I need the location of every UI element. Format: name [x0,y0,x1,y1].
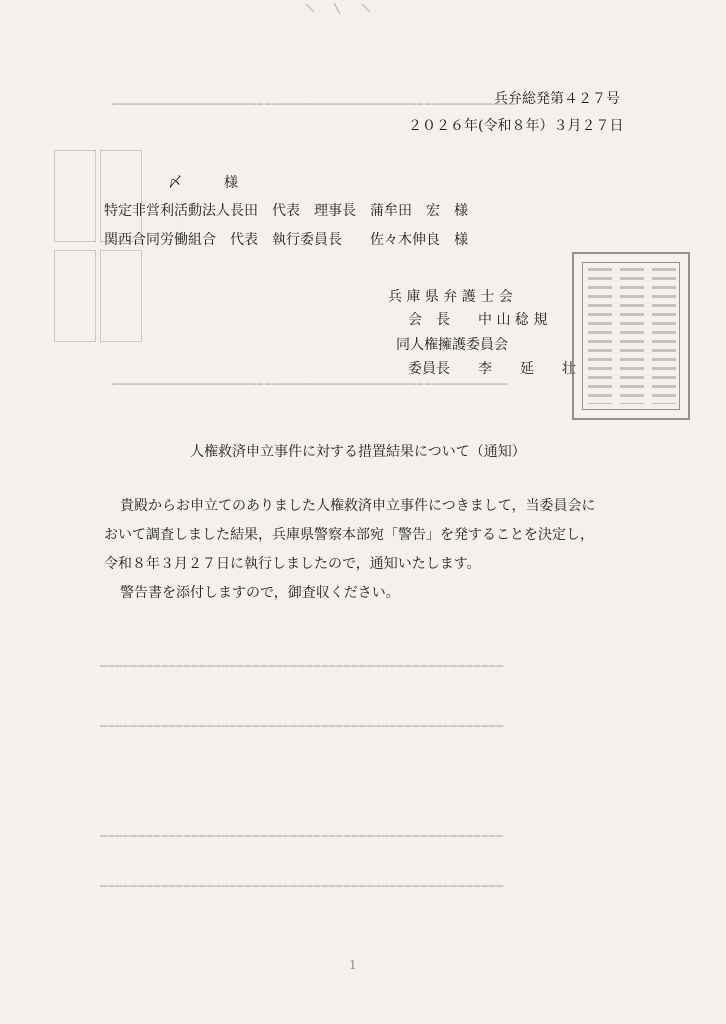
sender-committee: 同人権擁護委員会 [396,337,508,353]
sender-president: 会 長 中 山 稔 規 [408,312,548,328]
bleed-through-text: ━━━━━━━━━━━━━━━━━━━━━━━━━━━━━━━━━━━━━━━━━━━━━━━━━━━━━ [100,660,504,673]
document-date: ２０２６年(令和８年）３月２７日 [408,118,624,134]
bleed-through-text: ━━━━━━━━━━━━━━━━━━━━━━━━━━━━━━━━━━━━━━━━━━━━━━━━━━━━━ [112,98,516,111]
recipient-union: 関西合同労働組合 代表 執行委員長 佐々木伸良 様 [104,232,468,248]
bleed-through-text: ━━━━━━━━━━━━━━━━━━━━━━━━━━━━━━━━━━━━━━━━━━━━━━━━━━━━━ [100,830,504,843]
bleed-through-text: ━━━━━━━━━━━━━━━━━━━━━━━━━━━━━━━━━━━━━━━━━━━━━━━━━━━━━ [100,720,504,733]
notice-title: 人権救済申立事件に対する措置結果について（通知） [190,444,526,460]
sender-chair: 委員長 李 延 壮 [408,361,576,377]
punch-mark [300,0,380,18]
body-paragraph-1-line-2: おいて調査しました結果，兵庫県警察本部宛「警告」を発することを決定し， [104,527,594,543]
official-seal [572,252,690,420]
body-paragraph-1-line-1: 貴殿からお申立てのありました人権救済申立事件につきまして，当委員会に [120,498,596,514]
recipient-name-redacted: 〆 様 [168,175,238,191]
sender-organization: 兵 庫 県 弁 護 士 会 [388,289,513,305]
bleed-through-text: ━━━━━━━━━━━━━━━━━━━━━━━━━━━━━━━━━━━━━━━━━━━━━━━━━━━━ [112,378,509,391]
page-number: 1 [349,958,357,972]
recipient-npo: 特定非営利活動法人長田 代表 理事長 蒲牟田 宏 様 [104,203,468,219]
bleed-through-text: ━━━━━━━━━━━━━━━━━━━━━━━━━━━━━━━━━━━━━━━━━━━━━━━━━━━━━ [100,880,504,893]
body-paragraph-2: 警告書を添付しますので，御査収ください。 [120,585,400,601]
document-number: 兵弁総発第４２７号 [494,91,620,107]
body-paragraph-1-line-3: 令和８年３月２７日に執行しましたので，通知いたします。 [104,556,481,572]
